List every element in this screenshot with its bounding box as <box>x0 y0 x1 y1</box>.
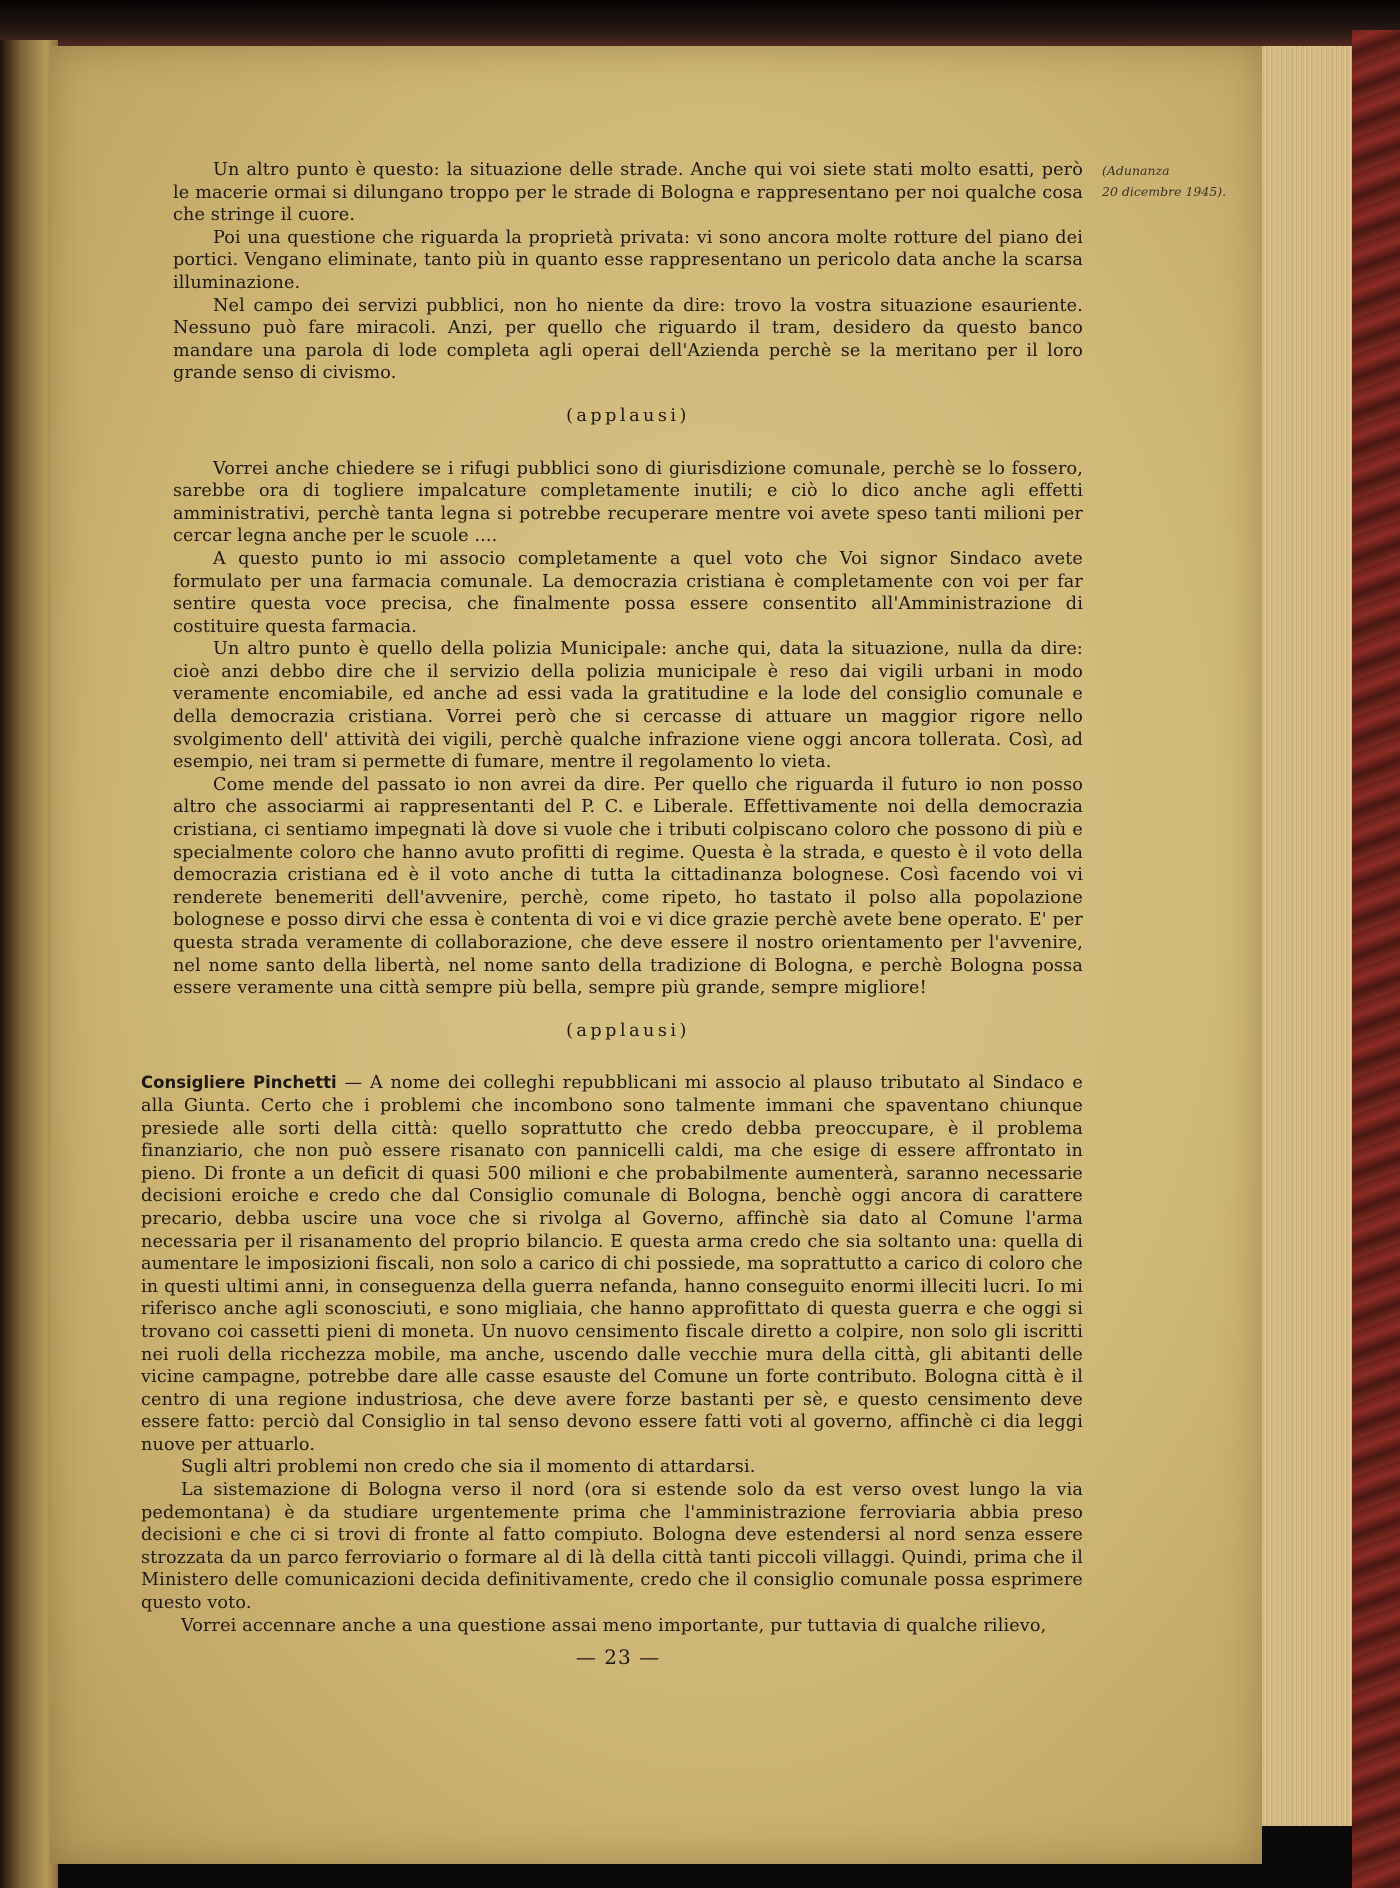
paragraph: Poi una questione che riguarda la proprietà privata: vi sono ancora molte rotture del piano dei portici. Vengano eliminate, tanto più in quanto esse rappresentano un pericolo data anche la scarsa illuminazione. <box>173 227 1083 293</box>
page-number: — 23 — <box>575 1645 661 1669</box>
paragraph: Nel campo dei servizi pubblici, non ho niente da dire: trovo la vostra situazione esauriente. Nessuno può fare miracoli. Anzi, per quello che riguardo il tram, desidero da questo banco mandare una parola di lode completa agli operai dell'Azienda perchè se la meritano per il loro grande senso di civismo. <box>173 295 1083 384</box>
paragraph: Vorrei anche chiedere se i rifugi pubblici sono di giurisdizione comunale, perchè se lo fossero, sarebbe ora di togliere impalcature completamente inutili; e ciò lo dico anche agli effetti amministrativi, perchè tanta legna si potrebbe recuperare mentre voi avete speso tanti milioni per cercar legna anche per le scuole .... <box>173 458 1083 547</box>
speaker-text: — A nome dei colleghi repubblicani mi associo al plauso tributato al Sindaco e alla Giunta. Certo che i problemi che incombono sono talmente immani che spaventano chiunque presiede alle sorti della città: quello soprattutto che credo debba preoccupare, è il problema finanziario, che non può essere risanato con pannicelli caldi, ma che esige di essere affrontato in pieno. Di fronte a un deficit di quasi 500 milioni e che probabilmente aumenterà, saranno necessarie decisioni eroiche e credo che dal Consiglio comunale di Bologna, benchè oggi ancora di carattere precario, debba uscire una voce che si rivolga al Governo, affinchè sia dato al Comune l'arma necessaria per il risanamento del proprio bilancio. E questa arma credo che sia soltanto una: quella di aumentare le imposizioni fiscali, non solo a carico di chi possiede, ma soprattutto a carico di coloro che in questi ultimi anni, in conseguenza della guerra nefanda, hanno conseguito enormi illeciti lucri. Io mi riferisco anche agli sconosciuti, e sono migliaia, che hanno approfittato di questa guerra e che oggi si trovano coi cassetti pieni di moneta. Un nuovo censimento fiscale diretto a colpire, non solo gli iscritti nei ruoli della ricchezza mobile, ma anche, uscendo dalle vecchie mura della città, gli abitanti delle vicine campagne, potrebbe dare alle casse esauste del Comune un forte contributo. Bologna città è il centro di una regione industriosa, che deve avere forze bastanti per sè, e questo censimento deve essere fatto: perciò dal Consiglio in tal senso devono essere fatti voti al governo, affinchè ci dia leggi nuove per attuarlo. <box>141 1073 1083 1455</box>
margin-note-line1: (Adunanza <box>1102 163 1170 178</box>
body-text <box>141 159 1083 1637</box>
margin-note-line2: 20 dicembre 1945). <box>1102 184 1227 199</box>
applause-note: (applausi) <box>566 405 690 426</box>
paragraph: Vorrei accennare anche a una questione assai meno importante, pur tuttavia di qualche rilievo, <box>181 1615 1047 1636</box>
page-stack-edge <box>1262 46 1352 1826</box>
book-binding-top <box>0 0 1400 48</box>
margin-note <box>1102 160 1232 202</box>
paragraph: Come mende del passato io non avrei da dire. Per quello che riguarda il futuro io non posso altro che associarmi ai rappresentanti del P. C. e Liberale. Effettivamente noi della democrazia cristiana, ci sentiamo impegnati là dove si vuole che i tributi colpiscano coloro che possono di più e specialmente coloro che hanno avuto profitti di regime. Questa è la strada, e questo è il voto della democrazia cristiana ed è il voto anche di tutta la cittadinanza bolognese. Così facendo voi vi renderete benemeriti dell'avvenire, perchè, come ripeto, ho tastato il polso alla popolazione bolognese e posso dirvi che essa è contenta di voi e vi dice grazie perchè avete bene operato. E' per questa strada veramente di collaborazione, che deve essere il nostro orientamento per l'avvenire, nel nome santo della libertà, nel nome santo della tradizione di Bologna, e perchè Bologna possa essere veramente una città sempre più bella, sempre più grande, sempre migliore! <box>173 774 1083 999</box>
paragraph: Sugli altri problemi non credo che sia il momento di attardarsi. <box>181 1457 756 1478</box>
marbled-cover <box>1352 30 1400 1888</box>
paragraph: Un altro punto è questo: la situazione delle strade. Anche qui voi siete stati molto esatti, però le macerie ormai si dilungano troppo per le strade di Bologna e rappresentano per noi qualche cosa che stringe il cuore. <box>173 160 1083 226</box>
paragraph: A questo punto io mi associo completamente a quel voto che Voi signor Sindaco avete formulato per una farmacia comunale. La democrazia cristiana è completamente con voi per far sentire questa voce precisa, che finalmente possa essere consentito all'Amministrazione di costituire questa farmacia. <box>173 548 1083 637</box>
speaker-paragraph <box>141 1072 1083 1456</box>
applause-note: (applausi) <box>566 1020 690 1041</box>
paragraph: La sistemazione di Bologna verso il nord (ora si estende solo da est verso ovest lungo la via pedemontana) è da studiare urgentemente prima che l'amministrazione ferroviaria abbia preso decisioni e che ci si trovi di fronte al fatto compiuto. Bologna deve estendersi al nord senza essere strozzata da un parco ferroviario o formare al di là della città tanti piccoli villaggi. Quindi, prima che il Ministero delle comunicazioni decida definitivamente, credo che il consiglio comunale possa esprimere questo voto. <box>141 1480 1083 1614</box>
paragraph: Un altro punto è quello della polizia Municipale: anche qui, data la situazione, nulla da dire: cioè anzi debbo dire che il servizio della polizia municipale è reso dai vigili urbani in modo veramente encomiabile, ed anche ad essi vada la gratitudine e la lode del consiglio comunale e della democrazia cristiana. Vorrei però che si cercasse di attuare un maggior rigore nello svolgimento dell' attività dei vigili, perchè qualche infrazione viene oggi ancora tollerata. Così, ad esempio, nei tram si permette di fumare, mentre il regolamento lo vieta. <box>173 639 1083 773</box>
speaker-name: Consigliere Pinchetti <box>141 1073 337 1093</box>
